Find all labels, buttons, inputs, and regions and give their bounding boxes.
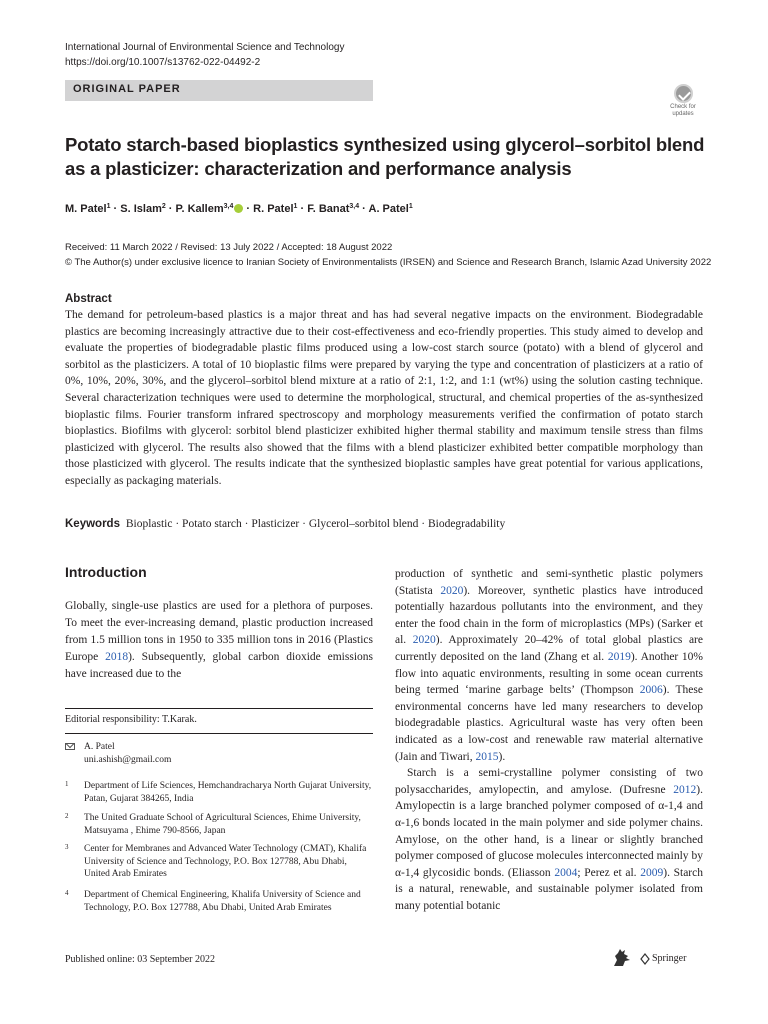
body-text: ). Approximately 20–42% of total global plastics are currently deposited on the land (Zhang et al. xyxy=(395,634,703,663)
keywords-section xyxy=(65,517,703,532)
body-text: Starch is a semi-crystalline polymer consisting of two polysaccharides, amylopectin, and amylose. (Dufresne xyxy=(395,767,703,796)
section-bar xyxy=(65,80,373,101)
affiliation xyxy=(65,812,373,837)
check-for-updates-badge[interactable] xyxy=(664,84,702,124)
contact-name: A. Patel xyxy=(84,742,115,752)
body-text: ). Moreover, synthetic plastics have introduced potentially hazardous pollutants into the environment, and they enter the food chain in the form of microplastics (MPs) (Sarker et al. xyxy=(395,584,703,647)
body-text: production of synthetic and semi-synthetic plastic polymers (Statista xyxy=(395,568,703,597)
affiliation-number: 2 xyxy=(65,812,69,820)
citation-link[interactable]: 2004 xyxy=(554,866,578,879)
section-label: ORIGINAL PAPER xyxy=(73,83,181,95)
intro-left-column xyxy=(65,598,373,683)
article-history xyxy=(65,240,711,270)
keywords-text: Bioplastic · Potato starch · Plasticizer · Glycerol–sorbitol blend · Biodegradability xyxy=(125,518,506,530)
publisher-name: Springer xyxy=(652,953,687,964)
affiliation xyxy=(65,843,373,881)
affiliation xyxy=(65,889,373,914)
footnote-divider xyxy=(65,708,373,709)
affiliation-number: 4 xyxy=(65,889,69,897)
author-affiliation-ref: 1 xyxy=(408,203,413,210)
footnote-divider xyxy=(65,733,373,734)
intro-paragraph xyxy=(395,765,703,914)
keywords-label: Keywords xyxy=(65,518,120,530)
author-name[interactable]: A. Patel xyxy=(368,203,409,215)
citation-link[interactable]: 2012 xyxy=(673,783,697,796)
dates-line: Received: 11 March 2022 / Revised: 13 July 2022 / Accepted: 18 August 2022 xyxy=(65,242,393,253)
springer-mark-icon xyxy=(640,953,650,965)
author-name[interactable]: S. Islam xyxy=(120,203,162,215)
author-name[interactable]: P. Kallem xyxy=(175,203,224,215)
body-text: ; Perez et al. xyxy=(577,866,641,879)
citation-link[interactable]: 2018 xyxy=(105,651,129,664)
abstract-section xyxy=(65,292,703,490)
affiliation-number: 1 xyxy=(65,780,69,788)
orcid-icon[interactable] xyxy=(234,204,243,213)
affiliation-number: 3 xyxy=(65,843,69,851)
contact-email[interactable]: uni.ashish@gmail.com xyxy=(84,755,172,765)
copyright-line: © The Author(s) under exclusive licence to Iranian Society of Environmentalists (IRSEN) and Science and Research Branch, Islamic Azad University 2022 xyxy=(65,257,712,268)
intro-paragraph xyxy=(65,598,373,683)
author-name[interactable]: M. Patel xyxy=(65,203,107,215)
doi-link[interactable]: https://doi.org/10.1007/s13762-022-04492-2 xyxy=(65,57,261,68)
journal-name: International Journal of Environmental Science and Technology xyxy=(65,42,345,53)
author-affiliation-ref: 3,4 xyxy=(223,203,234,210)
body-text: ). Subsequently, global carbon dioxide emissions have increased due to the xyxy=(65,651,373,681)
published-date: Published online: 03 September 2022 xyxy=(65,954,215,965)
citation-link[interactable]: 2020 xyxy=(412,634,436,647)
affiliation-text: The United Graduate School of Agricultural Sciences, Ehime University, Matsuyama , Ehime 790-8566, Japan xyxy=(84,813,361,836)
publisher-logo[interactable] xyxy=(612,948,712,968)
intro-right-column xyxy=(395,566,703,914)
check-updates-icon xyxy=(674,84,693,103)
author-affiliation-ref: 1 xyxy=(293,203,298,210)
citation-link[interactable]: 2015 xyxy=(475,750,499,763)
abstract-text: The demand for petroleum-based plastics is a major threat and has had several negative impacts on the environment. Biodegradable plastics are becoming increasingly attractive due to their cost-effectiveness and eco-friendly properties. This study aimed to develop and evaluate the properties of biodegradable plastic films produced using a low-cost starch source (potato) with a blend of glycerol and sorbitol as the plasticizers. A total of 10 bioplastic films were prepared by varying the type and concentration of plasticizers at a ratio of 0%, 10%, 20%, 30%, and the glycerol–sorbitol blend mixture at a ratio of 2:1, 1:2, and 1:1 (wt%) using the solution casting technique. Several characterization techniques were used to determine the morphological, structural, and chemical properties of the as-synthesized bioplastic films. Fourier transform infrared spectroscopy and morphology measurements verified the confirmation of potato starch bioplastics. Biofilms with glycerol: sorbitol blend plasticizer exhibited higher thermal stability and maximum tensile stress than films plasticized with glycerol. The results also showed that the films with a blend plasticizer exhibited better compatible morphology than those plasticized with glycerol. The results indicate that the synthesized bioplastic samples have great potential for various applications, especially as packaging materials. xyxy=(65,309,703,487)
author-affiliation-ref: 3,4 xyxy=(349,203,360,210)
citation-link[interactable]: 2006 xyxy=(639,684,663,697)
citation-link[interactable]: 2009 xyxy=(640,866,664,879)
author-name[interactable]: R. Patel xyxy=(253,203,294,215)
affiliation xyxy=(65,780,373,805)
editorial-note: Editorial responsibility: T.Karak. xyxy=(65,714,197,725)
affiliation-text: Department of Chemical Engineering, Khalifa University of Science and Technology, P.O. Box 127788, Abu Dhabi, United Arab Emirates xyxy=(84,890,361,913)
body-text: ). These environmental concerns have led many researchers to develop biodegradable plastics. Agricultural waste has very often been indicated as a low-cost and renewable raw material alternative (Jain and Tiwari, xyxy=(395,684,703,763)
author-affiliation-ref: 2 xyxy=(161,203,166,210)
springer-horse-icon xyxy=(612,948,634,968)
intro-paragraph xyxy=(395,566,703,765)
envelope-icon xyxy=(65,743,75,750)
author-list: M. Patel$^1$ · S. Islam$^2$ · P. Kallem$^{3,4}$ · R. Patel$^1$ · F. Banat$^{3,4}$ · A. Patel$^1$ xyxy=(65,203,413,215)
intro-heading: Introduction xyxy=(65,564,147,580)
abstract-heading: Abstract xyxy=(65,293,112,305)
author-name[interactable]: F. Banat xyxy=(307,203,350,215)
affiliation-text: Department of Life Sciences, Hemchandracharya North Gujarat University, Patan, Gujarat 384265, India xyxy=(84,781,372,804)
body-text: Globally, single-use plastics are used for a plethora of purposes. To meet the ever-increasing demand, plastic production increased from 1.5 million tons in 1950 to 335 million tons in 2016 (Plastics Europe xyxy=(65,600,373,664)
check-updates-label: Check for updates xyxy=(670,104,696,117)
body-text: ). Amylopectin is a large branched polymer composed of α-1,4 and α-1,6 bonds located in the main polymer and side polymer chains. Amylose, on the other hand, is a linear or slightly branched polymer composed of glucose molecules interconnected mainly by α-1,4 glycosidic bonds. (Eliasson xyxy=(395,783,703,879)
author-affiliation-ref: 1 xyxy=(106,203,111,210)
body-text: ). xyxy=(498,750,506,763)
affiliation-text: Center for Membranes and Advanced Water Technology (CMAT), Khalifa University of Science and Technology, P.O. Box 127788, Abu Dhabi, United Arab Emirates xyxy=(84,844,367,879)
paper-title: Potato starch-based bioplastics synthesized using glycerol–sorbitol blend as a plasticizer: characterization and performance analysis xyxy=(65,134,705,179)
corresponding-author xyxy=(65,741,373,767)
citation-link[interactable]: 2019 xyxy=(607,650,631,663)
journal-header xyxy=(65,40,344,70)
citation-link[interactable]: 2020 xyxy=(440,584,464,597)
body-text: ). Another 10% flow into aquatic environments, resulting in some ocean currents being termed ‘marine garbage belts’ (Thompson xyxy=(395,650,703,697)
body-text: ). Starch is a natural, renewable, and sustainable polymer isolated from many potential botanic xyxy=(395,866,703,912)
